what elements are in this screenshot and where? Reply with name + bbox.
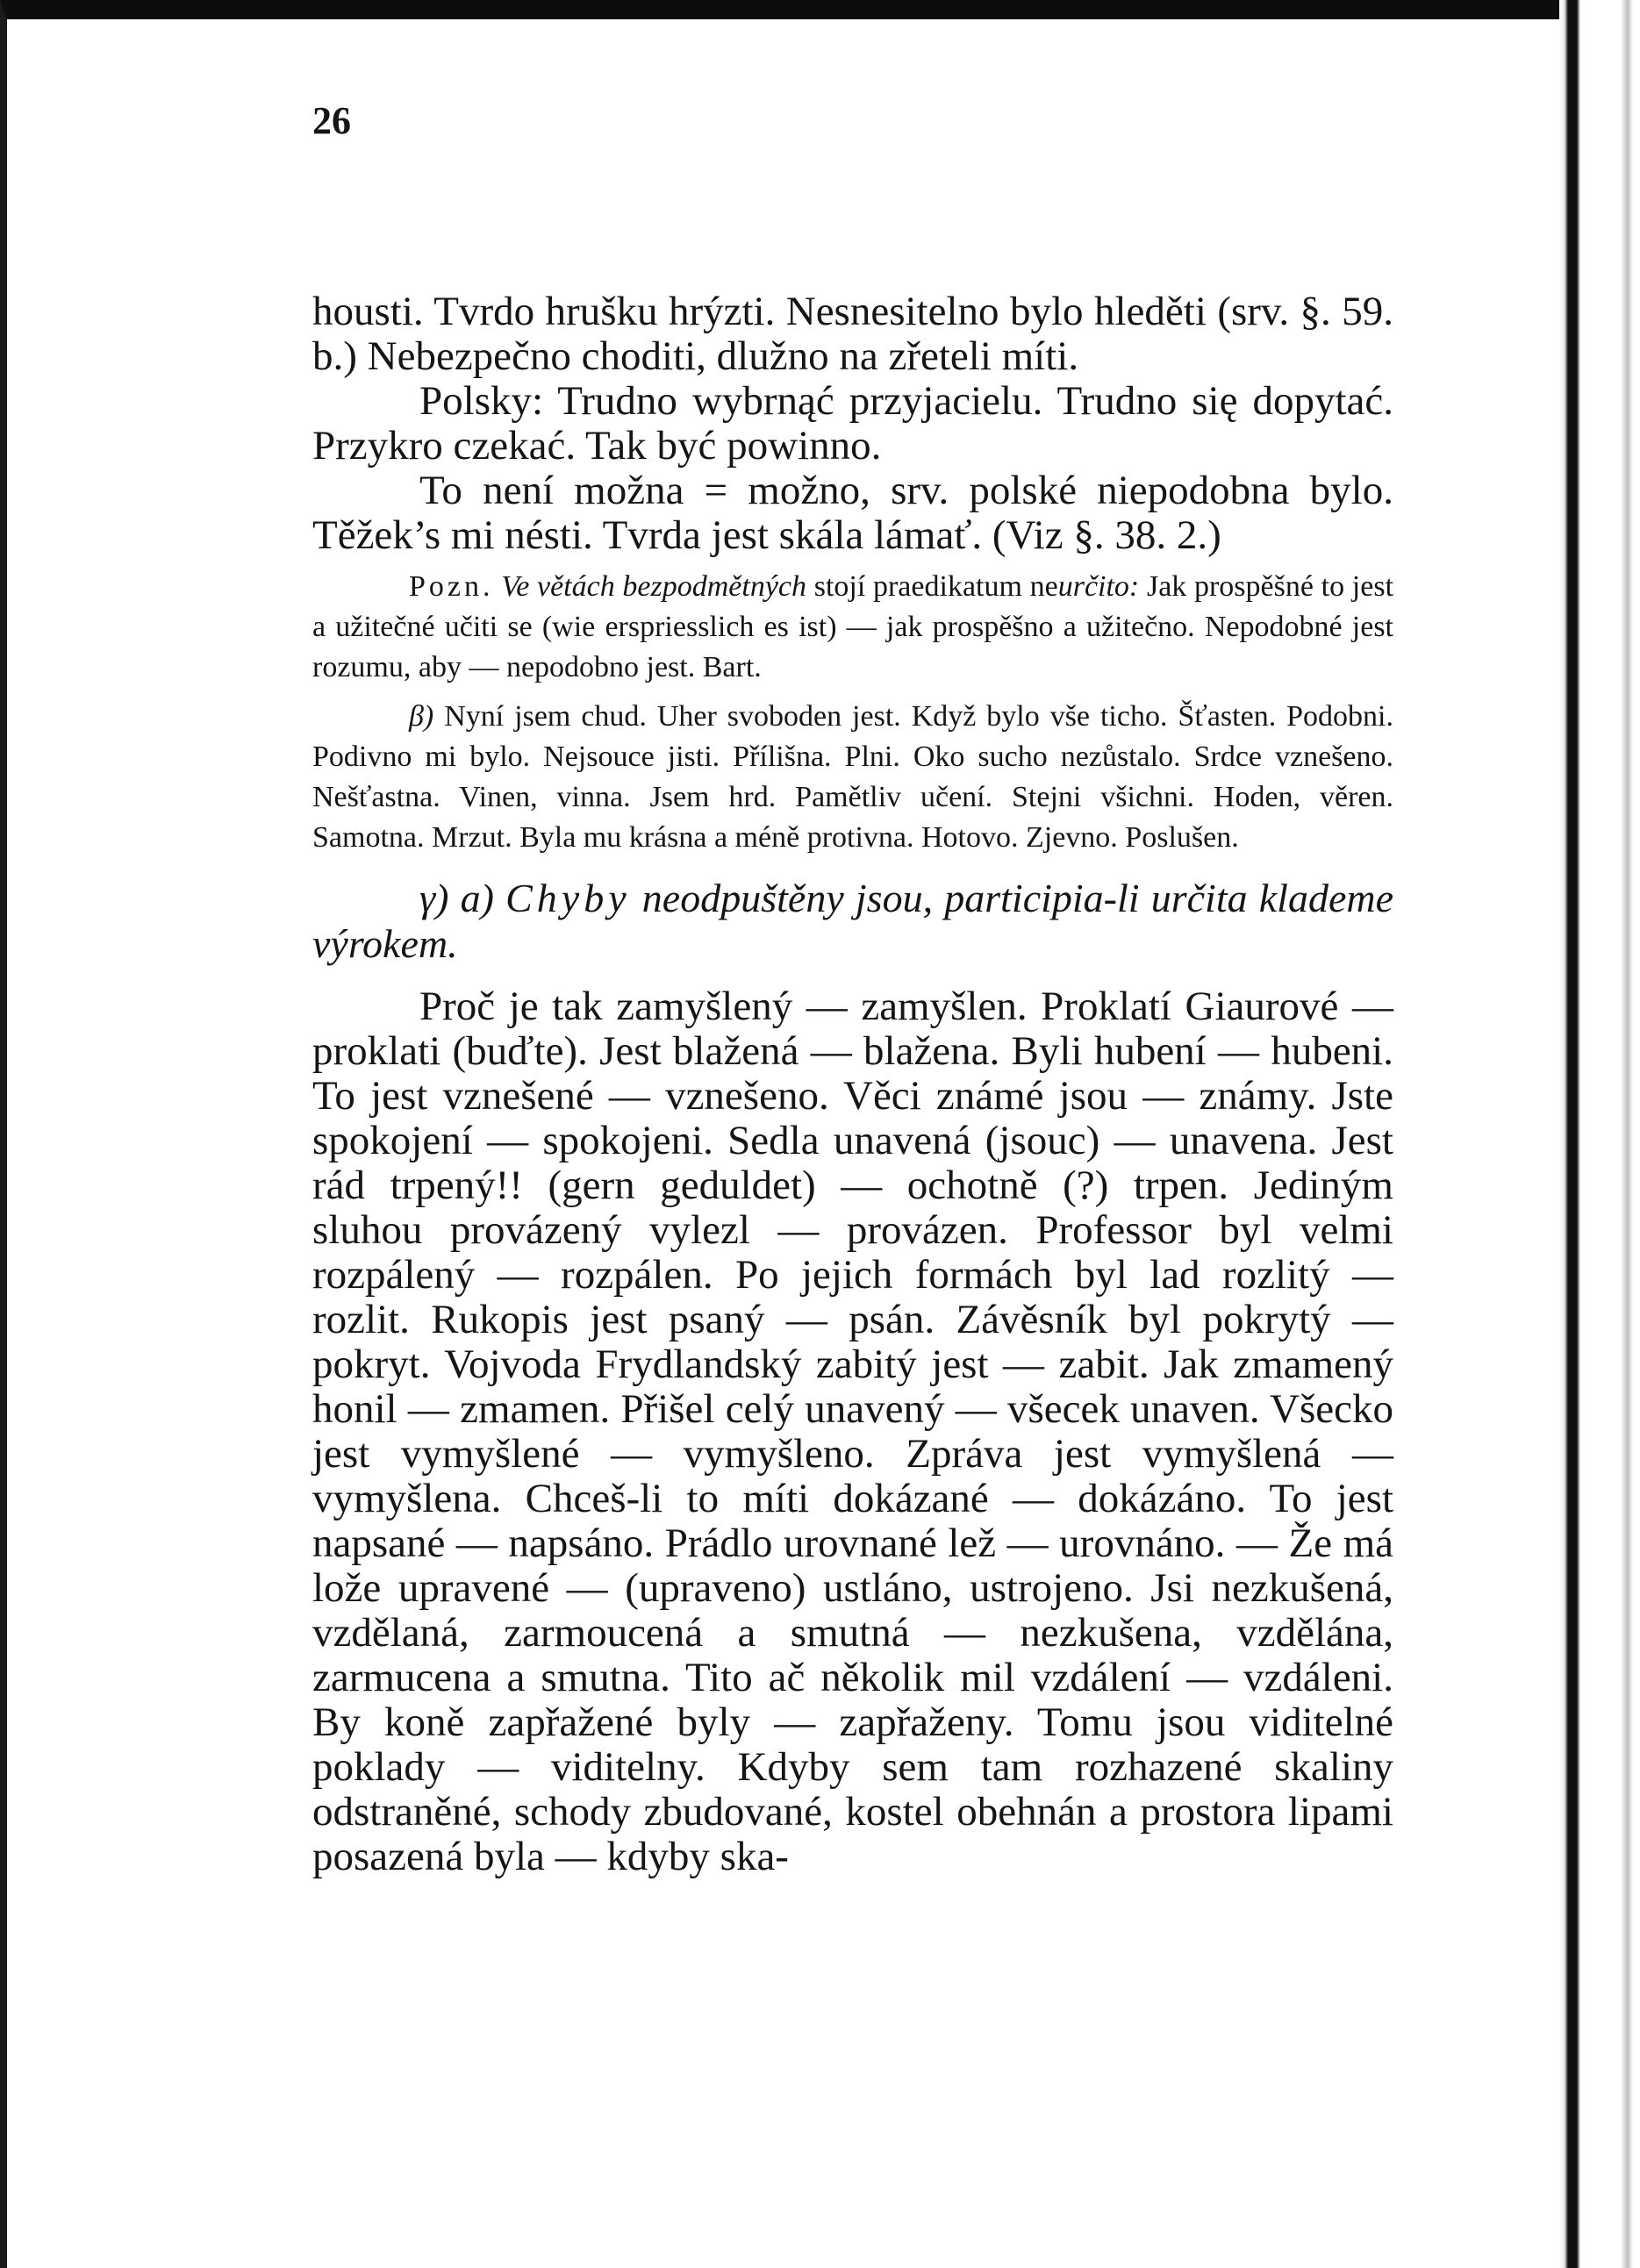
note-text-1: stojí praedikatum ne — [813, 570, 1058, 603]
main-paragraph: Proč je tak zamyšlený — zamyšlen. Proklatí Giaurové — proklati (buďte). Jest blažená — blažena. Byli hubení — hubeni. To jest vznešené — vznešeno. Věci známé jsou — známy. Jste spokojení — spokojeni. Sedla unavená (jsouc) — unavena. Jest rád trpený!! (gern geduldet) — ochotně (?) trpen. Jediným sluhou provázený vylezl — provázen. Professor byl velmi rozpálený — rozpálen. Po jejich formách byl lad rozlitý — rozlit. Rukopis jest psaný — psán. Závěsník byl pokrytý — pokryt. Vojvoda Frydlandský zabitý jest — zabit. Jak zmamený honil — zmamen. Přišel celý unavený — všecek unaven. Všecko jest vymyšlené — vymyšleno. Zpráva jest vymyšlená — vymyšlena. Chceš-li to míti dokázané — dokázáno. To jest napsané — napsáno. Prádlo urovnané lež — urovnáno. — Že má lože upravené — (upraveno) ustláno, ustrojeno. Jsi nezkušená, vzdělaná, zarmoucená a smutná — nezkušena, vzdělána, zarmucena a smutna. Tito ač několik mil vzdálení — vzdáleni. By koně zapřažené byly — zapřaženy. Tomu jsou viditelné poklady — viditelny. Kdyby sem tam rozhazené skaliny odstraněné, schody zbudované, kostel obehnán a prostora lipami posazená byla — kdyby ska- — [312, 984, 1393, 1879]
beta-text: Nyní jsem chud. Uher svoboden jest. Když bylo vše ticho. Šťasten. Podobni. Podivno mi bylo. Nejsouce jisti. Přílišna. Plni. Oko sucho nezůstalo. Srdce vznešeno. Nešťastna. Vinen, vinna. Jsem hrd. Pamětliv učení. Stejni všichni. Hoden, věren. Samotna. Mrzut. Byla mu krásna a méně protivna. Hotovo. Zjevno. Poslušen. — [312, 700, 1394, 854]
gamma-spaced-word: Chyby — [505, 876, 631, 920]
gamma-text: neodpuštěny jsou, participia-li určita klademe výrokem. — [312, 876, 1394, 966]
paragraph-1: housti. Tvrdo hrušku hrýzti. Nesnesitelno bylo hleděti (srv. §. 59. b.) Nebezpečno choditi, dlužno na zřeteli míti. — [312, 289, 1393, 379]
note-text-2: Jak prospěšné to jest a užitečné učiti se (wie erspriesslich es ist) — jak prospěšno a užitečno. Nepodobné jest rozumu, aby — nepodobno jest. Bart. — [312, 570, 1394, 683]
gamma-marker: γ) a) — [419, 876, 494, 920]
beta-paragraph — [312, 697, 1393, 858]
gamma-heading — [312, 876, 1393, 967]
note-paragraph — [312, 567, 1393, 688]
note-label: Pozn. — [409, 570, 494, 603]
paragraph-polish: Polsky: Trudno wybrnąć przyjacielu. Trudno się dopytać. Przykro czekać. Tak być powinno. — [312, 378, 1393, 469]
paragraph-possible: To není možna = možno, srv. polské niepodobna bylo. Těžek’s mi nésti. Tvrda jest skála lámať. (Viz §. 38. 2.) — [312, 468, 1393, 558]
page-number: 26 — [312, 99, 351, 142]
beta-marker: β) — [409, 700, 434, 733]
note-italic-2: určito: — [1057, 570, 1140, 603]
page-edge-shadow — [1559, 0, 1640, 2268]
note-italic: Ve větách bezpodmětných — [501, 570, 807, 603]
page-body — [312, 290, 1393, 1879]
